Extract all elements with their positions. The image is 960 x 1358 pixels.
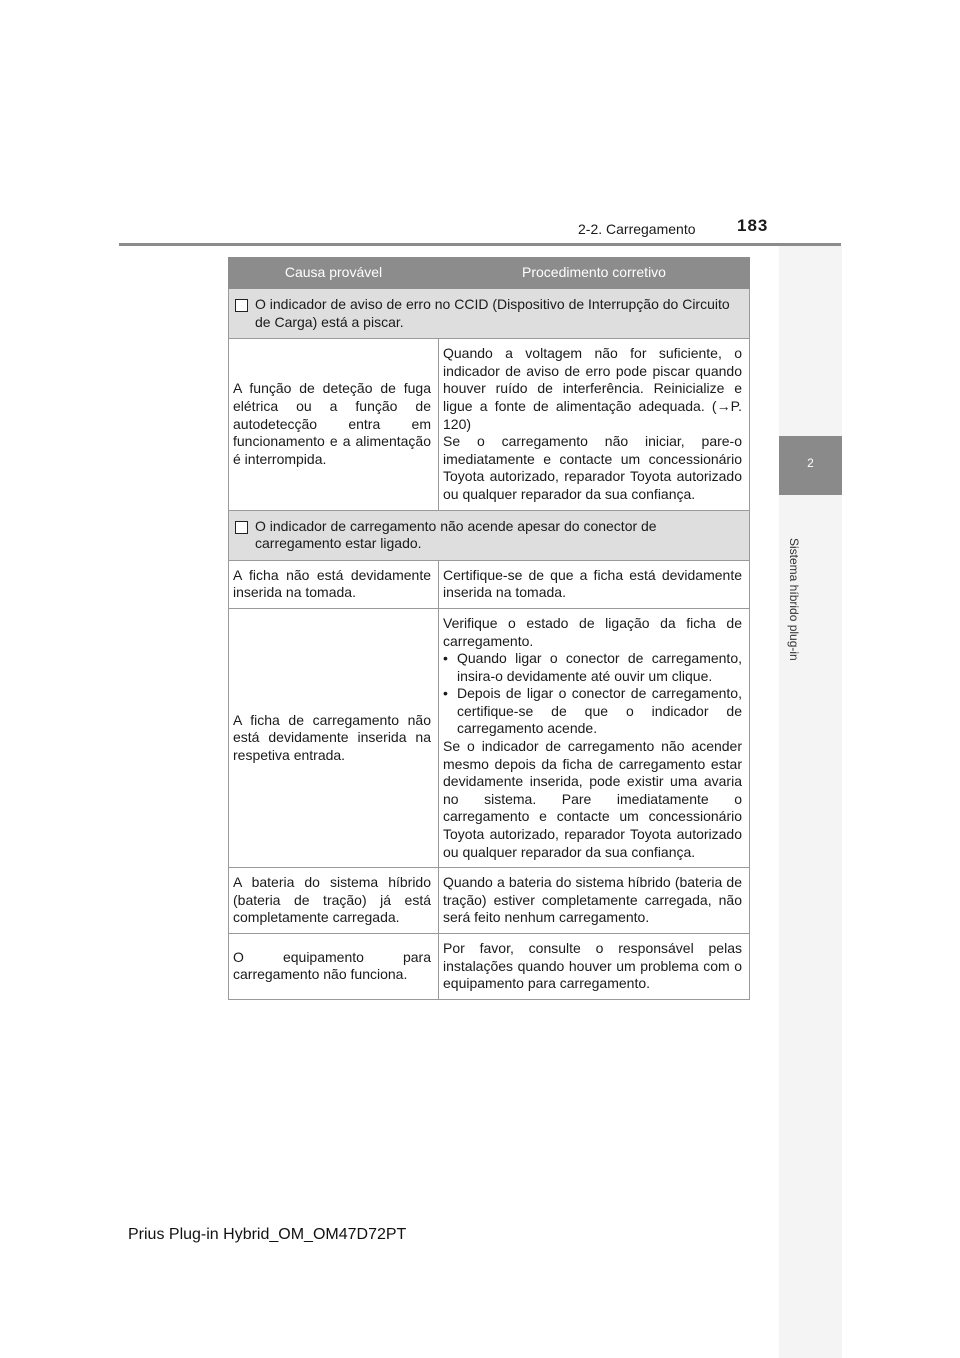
table-row xyxy=(229,608,750,867)
procedure-cell: Por favor, consulte o responsável pelas instalações quando houver um problema com o equipamento para carregamento. xyxy=(439,934,750,1000)
procedure-cell xyxy=(439,608,750,867)
table-header-row xyxy=(229,258,750,289)
procedure-cell: Certifique-se de que a ficha está devidamente inserida na tomada. xyxy=(439,560,750,608)
cause-cell: A bateria do sistema híbrido (bateria de tração) já está completamente carregada. xyxy=(229,868,439,934)
section-title-text: O indicador de aviso de erro no CCID (Dispositivo de Interrupção do Circuito de Carga) está a piscar. xyxy=(255,296,730,330)
page-number: 183 xyxy=(737,216,769,235)
checkbox-square-icon xyxy=(235,299,248,312)
header-divider xyxy=(119,243,841,246)
table-row xyxy=(229,339,750,510)
table-row xyxy=(229,934,750,1000)
bullet-item xyxy=(443,685,742,738)
column-header-procedure: Procedimento corretivo xyxy=(439,258,750,289)
bullet-icon: • xyxy=(443,685,448,702)
chapter-number: 2 xyxy=(807,456,814,470)
procedure-text: Se o carregamento não iniciar, pare-o imediatamente e contacte um concessionário Toyota autorizado, reparador Toyota autorizado ou qualquer reparador da sua confiança. xyxy=(443,433,742,502)
section-title: 2-2. Carregamento xyxy=(578,221,696,237)
procedure-text: Quando a voltagem não for suficiente, o indicador de aviso de erro pode piscar quando houver ruído de interferência. Reinicialize e ligue a fonte de alimentação adequada. (→P. 120) xyxy=(443,345,742,432)
troubleshooting-table xyxy=(228,257,750,1000)
cause-cell: O equipamento para carregamento não funciona. xyxy=(229,934,439,1000)
procedure-cell xyxy=(439,339,750,510)
bullet-text: Depois de ligar o conector de carregamento, certifique-se de que o indicador de carregamento acende. xyxy=(457,685,742,737)
table-row xyxy=(229,868,750,934)
procedure-intro: Verifique o estado de ligação da ficha de carregamento. xyxy=(443,614,742,649)
document-footer: Prius Plug-in Hybrid_OM_OM47D72PT xyxy=(128,1226,407,1243)
section-title-text: O indicador de carregamento não acende apesar do conector de carregamento estar ligado. xyxy=(255,517,657,552)
cause-cell: A ficha não está devidamente inserida na tomada. xyxy=(229,560,439,608)
table-row xyxy=(229,560,750,608)
bullet-text: Quando ligar o conector de carregamento, insira-o devidamente até ouvir um clique. xyxy=(457,650,742,684)
chapter-title: Sistema híbrido plug-in xyxy=(787,538,801,661)
cause-cell: A função de deteção de fuga elétrica ou a função de autodetecção entra em funcionamento e a alimentação é interrompida. xyxy=(229,339,439,510)
checkbox-square-icon xyxy=(235,521,248,534)
bullet-item xyxy=(443,650,742,685)
bullet-icon: • xyxy=(443,650,448,667)
procedure-outro: Se o indicador de carregamento não acender mesmo depois da ficha de carregamento estar devidamente inserida, pode existir uma avaria no sistema. Pare imediatamente o carregamento e contacte um concessionário Toyota autorizado, reparador Toyota autorizado ou qualquer reparador da sua confiança. xyxy=(443,738,742,860)
cause-cell: A ficha de carregamento não está devidamente inserida na respetiva entrada. xyxy=(229,608,439,867)
side-bar xyxy=(779,246,842,1358)
chapter-tab xyxy=(779,436,842,495)
procedure-cell: Quando a bateria do sistema híbrido (bateria de tração) estiver completamente carregada, não será feito nenhum carregamento. xyxy=(439,868,750,934)
column-header-cause: Causa provável xyxy=(229,258,439,289)
section-row xyxy=(229,510,750,560)
section-row xyxy=(229,289,750,339)
